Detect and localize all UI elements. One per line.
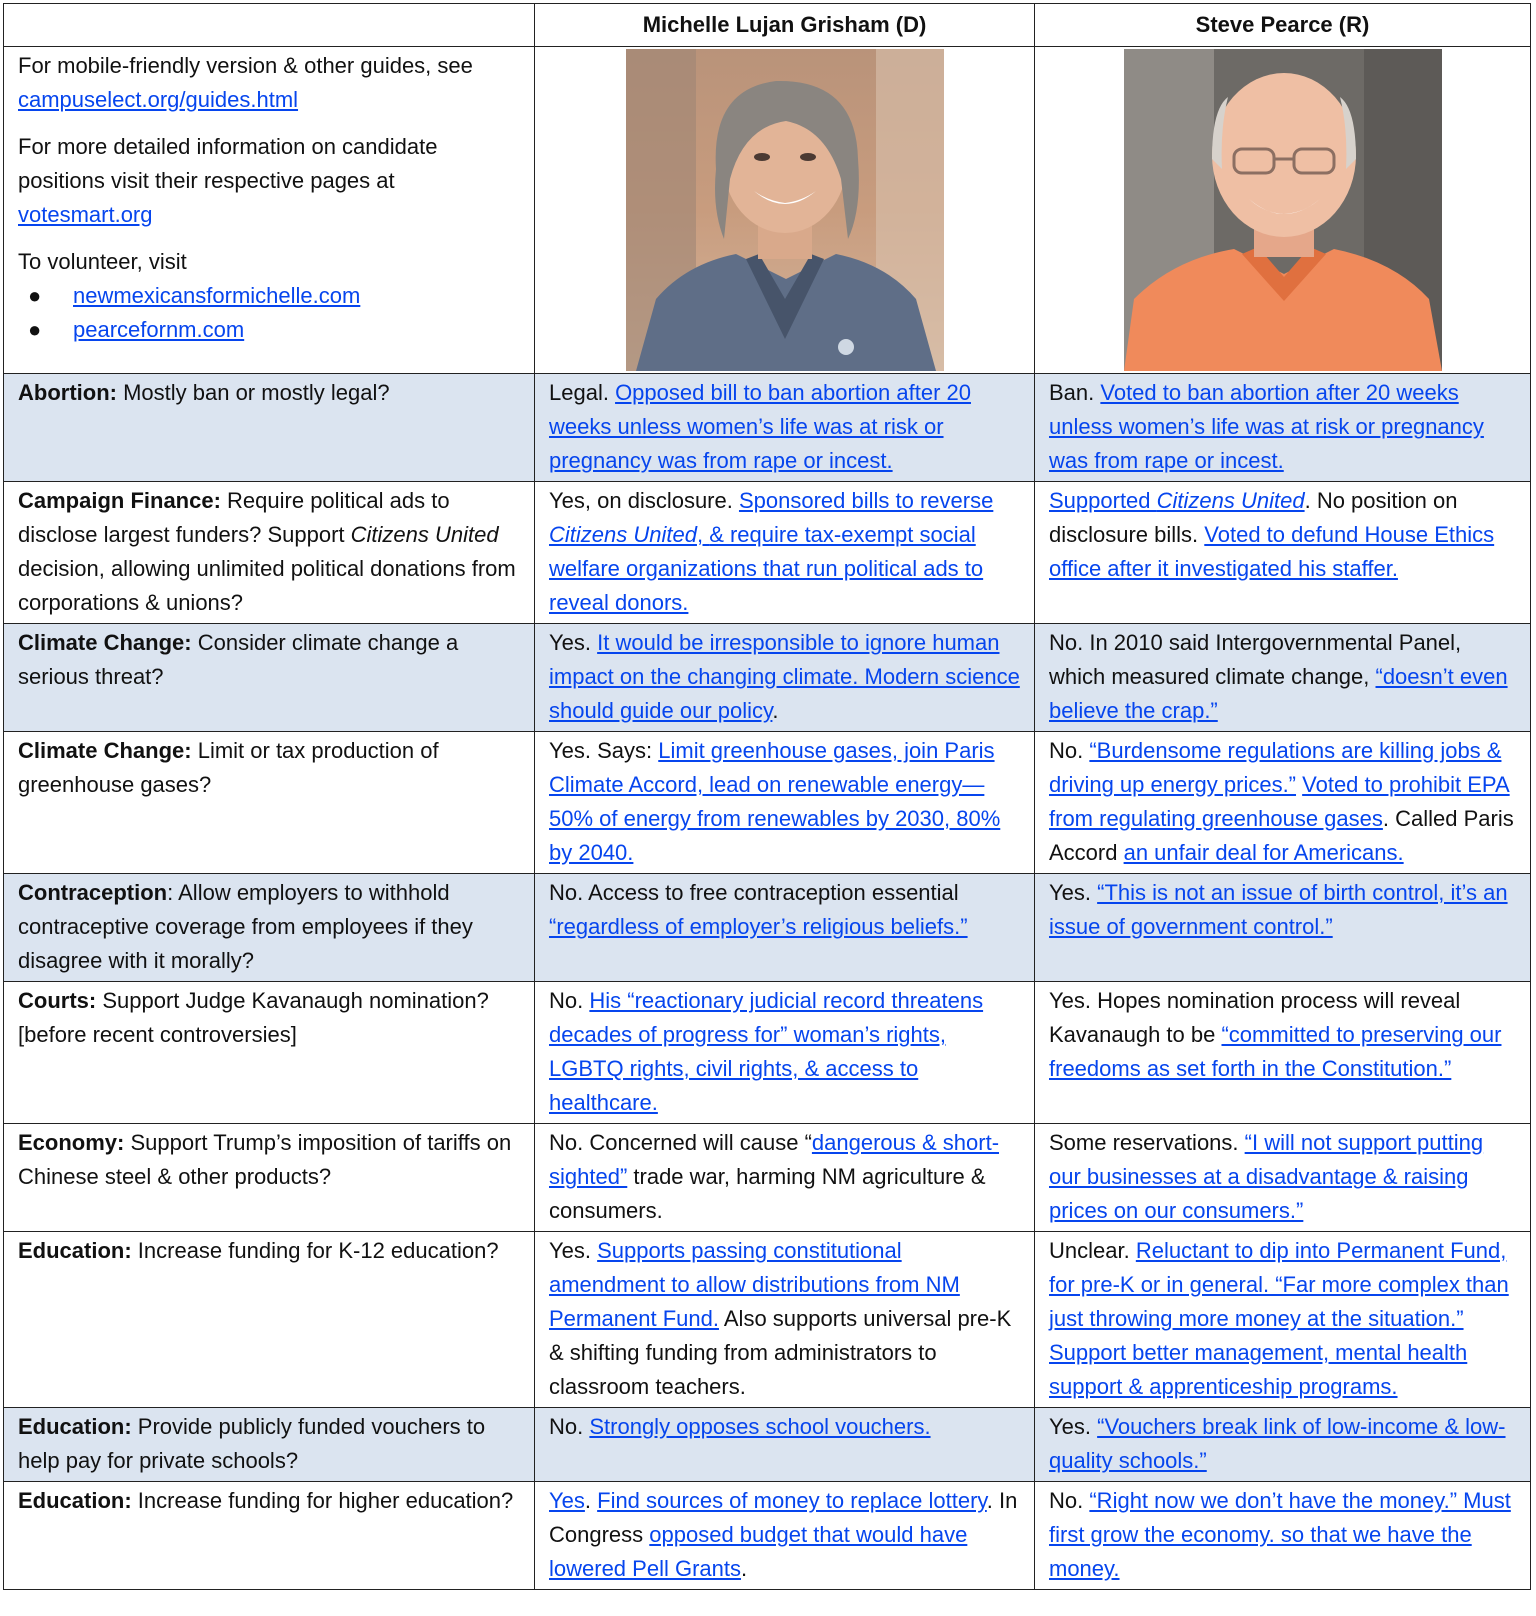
source-link[interactable]: Citizens United (1156, 488, 1305, 513)
intro-mobile-text: For mobile-friendly version & other guides, see (18, 53, 473, 78)
cell-text: Increase funding for higher education? (131, 1488, 514, 1513)
source-link[interactable]: & require tax-exempt social welfare organizations that run political ads to reveal donors. (549, 522, 984, 615)
table-row (4, 874, 1531, 982)
photo-cell-r (1035, 47, 1531, 374)
volunteer-link-pearce[interactable]: pearcefornm.com (73, 317, 245, 342)
cell-text: No. (549, 988, 590, 1013)
source-link[interactable]: “Right now we don’t have the money.” Must first grow the economy. so that we have the money. (1049, 1488, 1511, 1581)
question-cell (4, 1232, 535, 1408)
cell-text: No. (1049, 738, 1090, 763)
cell-text: Limit or tax production of greenhouse gases? (18, 738, 439, 797)
question-cell (4, 874, 535, 982)
topic-label: Courts: (18, 988, 97, 1013)
topic-label: Education: (18, 1414, 132, 1439)
candidate-photo-r (1124, 49, 1442, 371)
source-link[interactable]: Yes (549, 1488, 585, 1513)
volunteer-list (18, 279, 522, 347)
topic-label: Economy: (18, 1130, 125, 1155)
cell-text: No. Access to free contraception essential (549, 880, 959, 905)
position-cell-r (1035, 1124, 1531, 1232)
source-link[interactable]: Citizens United (549, 522, 697, 547)
cell-text: trade war, harming NM agriculture & consumers. (549, 1164, 986, 1223)
position-cell-d (535, 732, 1035, 874)
position-cell-d (535, 1408, 1035, 1482)
photo-cell-d (535, 47, 1035, 374)
table-row (4, 982, 1531, 1124)
cell-text: Unclear. (1049, 1238, 1136, 1263)
table-row (4, 732, 1531, 874)
source-link[interactable]: an unfair deal for Americans. (1123, 840, 1404, 865)
source-link[interactable]: “Vouchers break link of low-income & low-quality schools.” (1049, 1414, 1506, 1473)
position-cell-d (535, 1124, 1035, 1232)
question-cell (4, 1482, 535, 1590)
position-cell-r (1035, 374, 1531, 482)
cell-text: . (584, 1488, 598, 1513)
cell-text: Some reservations. (1049, 1130, 1245, 1155)
cell-text: No. In 2010 said Intergovernmental Panel, which measured climate change, (1049, 630, 1462, 689)
position-cell-d (535, 982, 1035, 1124)
source-link[interactable]: His “reactionary judicial record threatens decades of progress for” woman’s rights, LGBTQ rights, civil rights, & access to healthcare. (549, 988, 984, 1115)
cell-text: Yes. (549, 1238, 598, 1263)
cell-text: Ban. (1049, 380, 1101, 405)
source-link[interactable]: Strongly opposes school vouchers. (589, 1414, 931, 1439)
cell-text: Yes. (549, 630, 598, 655)
source-link[interactable]: opposed budget that would have lowered Pell Grants (549, 1522, 968, 1581)
source-link[interactable]: “committed to preserving our freedoms as set forth in the Constitution.” (1049, 1022, 1502, 1081)
table-row (4, 1232, 1531, 1408)
source-link[interactable]: Limit greenhouse gases, join Paris Climate Accord, lead on renewable energy—50% of energy from renewables by 2030, 80% by 2040. (549, 738, 1001, 865)
volunteer-link-michelle[interactable]: newmexicansformichelle.com (73, 283, 361, 308)
intro-volunteer: To volunteer, visit (18, 249, 187, 274)
topic-label: Contraception (18, 880, 168, 905)
cell-text: Provide publicly funded vouchers to help pay for private schools? (18, 1414, 486, 1473)
intro-row (4, 47, 1531, 374)
bullet-icon: ● (28, 283, 42, 308)
question-cell (4, 732, 535, 874)
bullet-icon: ● (28, 317, 42, 342)
source-link[interactable]: Sponsored bills to reverse (738, 488, 994, 513)
cell-text: Yes. Says: (549, 738, 659, 763)
position-cell-r (1035, 874, 1531, 982)
question-cell (4, 1124, 535, 1232)
position-cell-r (1035, 1408, 1531, 1482)
intro-cell (4, 47, 535, 374)
position-cell-d (535, 1482, 1035, 1590)
header-candidate-r: Steve Pearce (R) (1035, 4, 1531, 47)
position-cell-r (1035, 624, 1531, 732)
cell-text: . Called Paris Accord (1049, 806, 1514, 865)
table-row (4, 1482, 1531, 1590)
source-link[interactable]: “I will not support putting our businesses at a disadvantage & raising prices on our consumers.” (1049, 1130, 1484, 1223)
voter-guide-table (3, 3, 1531, 1590)
position-cell-d (535, 874, 1035, 982)
source-link[interactable]: “Burdensome regulations are killing jobs & driving up energy prices.” (1049, 738, 1502, 797)
cell-text: No. Concerned will cause “ (549, 1130, 812, 1155)
cell-text: Also supports universal pre-K & shifting funding from administrators to classroom teachers. (549, 1306, 1012, 1399)
cell-text: : Allow employers to withhold contraceptive coverage from employees if they disagree with it morally? (18, 880, 473, 973)
topic-label: Climate Change: (18, 630, 192, 655)
source-link[interactable]: “regardless of employer’s religious beliefs.” (549, 914, 968, 939)
header-blank (4, 4, 535, 47)
cell-text: . (740, 1556, 748, 1581)
cell-text: Increase funding for K-12 education? (131, 1238, 499, 1263)
position-cell-d (535, 1232, 1035, 1408)
cell-text: Yes. (1049, 1414, 1098, 1439)
topic-label: Abortion: (18, 380, 117, 405)
position-cell-d (535, 482, 1035, 624)
source-link[interactable]: Supported (1049, 488, 1157, 513)
cell-text: decision, allowing unlimited political donations from corporations & unions? (18, 556, 516, 615)
cell-text: . No position on disclosure bills. (1049, 488, 1458, 547)
position-cell-d (535, 624, 1035, 732)
question-cell (4, 374, 535, 482)
cell-text: . (772, 698, 779, 723)
intro-details (18, 130, 522, 232)
cell-text: Yes, on disclosure. (549, 488, 739, 513)
source-link[interactable]: “doesn’t even believe the crap.” (1049, 664, 1508, 723)
cell-text: Mostly ban or mostly legal? (116, 380, 390, 405)
source-link[interactable]: “This is not an issue of birth control, it’s an issue of government control.” (1049, 880, 1508, 939)
question-cell (4, 1408, 535, 1482)
cell-text: Require political ads to disclose largest funders? Support (18, 488, 450, 547)
table-row (4, 1124, 1531, 1232)
intro-mobile (18, 49, 522, 117)
source-link[interactable]: Supports passing constitutional amendment to allow distributions from NM Permanent Fund. (549, 1238, 960, 1331)
source-link[interactable]: dangerous & short-sighted” (549, 1130, 1000, 1189)
cell-text: Yes. (1049, 880, 1098, 905)
position-cell-r (1035, 982, 1531, 1124)
cell-text: No. (1049, 1488, 1090, 1513)
table-row (4, 374, 1531, 482)
topic-label: Climate Change: (18, 738, 192, 763)
position-cell-r (1035, 1232, 1531, 1408)
source-link[interactable]: Voted to prohibit EPA from regulating greenhouse gases (1049, 772, 1510, 831)
cell-text: . In Congress (549, 1488, 1018, 1547)
source-link[interactable]: Voted to ban abortion after 20 weeks unless women’s life was at risk or pregnancy was from rape or incest. (1049, 380, 1484, 473)
table-row (4, 482, 1531, 624)
case-name: Citizens United (350, 522, 499, 547)
source-link[interactable]: , (696, 522, 710, 547)
topic-label: Education: (18, 1238, 132, 1263)
source-link[interactable]: Opposed bill to ban abortion after 20 weeks unless women’s life was at risk or pregnancy was from rape or incest. (549, 380, 971, 473)
cell-text: Support Judge Kavanaugh nomination? [before recent controversies] (18, 988, 489, 1047)
topic-label: Education: (18, 1488, 132, 1513)
cell-text: No. (549, 1414, 590, 1439)
guides-link[interactable]: campuselect.org/guides.html (18, 87, 299, 112)
source-link[interactable]: Support better management, mental health support & apprenticeship programs. (1049, 1340, 1468, 1399)
position-cell-d (535, 374, 1035, 482)
source-link[interactable]: It would be irresponsible to ignore human impact on the changing climate. Modern science should guide our policy (549, 630, 1020, 723)
list-item (18, 313, 522, 347)
cell-text: Yes. Hopes nomination process will reveal Kavanaugh to be (1049, 988, 1461, 1047)
position-cell-r (1035, 482, 1531, 624)
question-cell (4, 982, 535, 1124)
list-item (18, 279, 522, 313)
candidate-photo-d (626, 49, 944, 371)
cell-text: Legal. (549, 380, 616, 405)
question-cell (4, 624, 535, 732)
table-row (4, 624, 1531, 732)
header-candidate-d: Michelle Lujan Grisham (D) (535, 4, 1035, 47)
source-link[interactable]: Reluctant to dip into Permanent Fund, for pre-K or in general. “Far more complex than just throwing more money at the situation.” (1049, 1238, 1509, 1331)
votesmart-link[interactable]: votesmart.org (18, 202, 153, 227)
source-link[interactable]: Voted to defund House Ethics office after it investigated his staffer. (1049, 522, 1495, 581)
table-row (4, 1408, 1531, 1482)
cell-text: Support Trump’s imposition of tariffs on Chinese steel & other products? (18, 1130, 512, 1189)
position-cell-r (1035, 1482, 1531, 1590)
intro-details-text: For more detailed information on candidate positions visit their respective pages at (18, 134, 438, 193)
topic-label: Campaign Finance: (18, 488, 221, 513)
question-cell (4, 482, 535, 624)
position-cell-r (1035, 732, 1531, 874)
header-row (4, 4, 1531, 47)
cell-text: Consider climate change a serious threat? (18, 630, 459, 689)
source-link[interactable]: Find sources of money to replace lottery (597, 1488, 987, 1513)
